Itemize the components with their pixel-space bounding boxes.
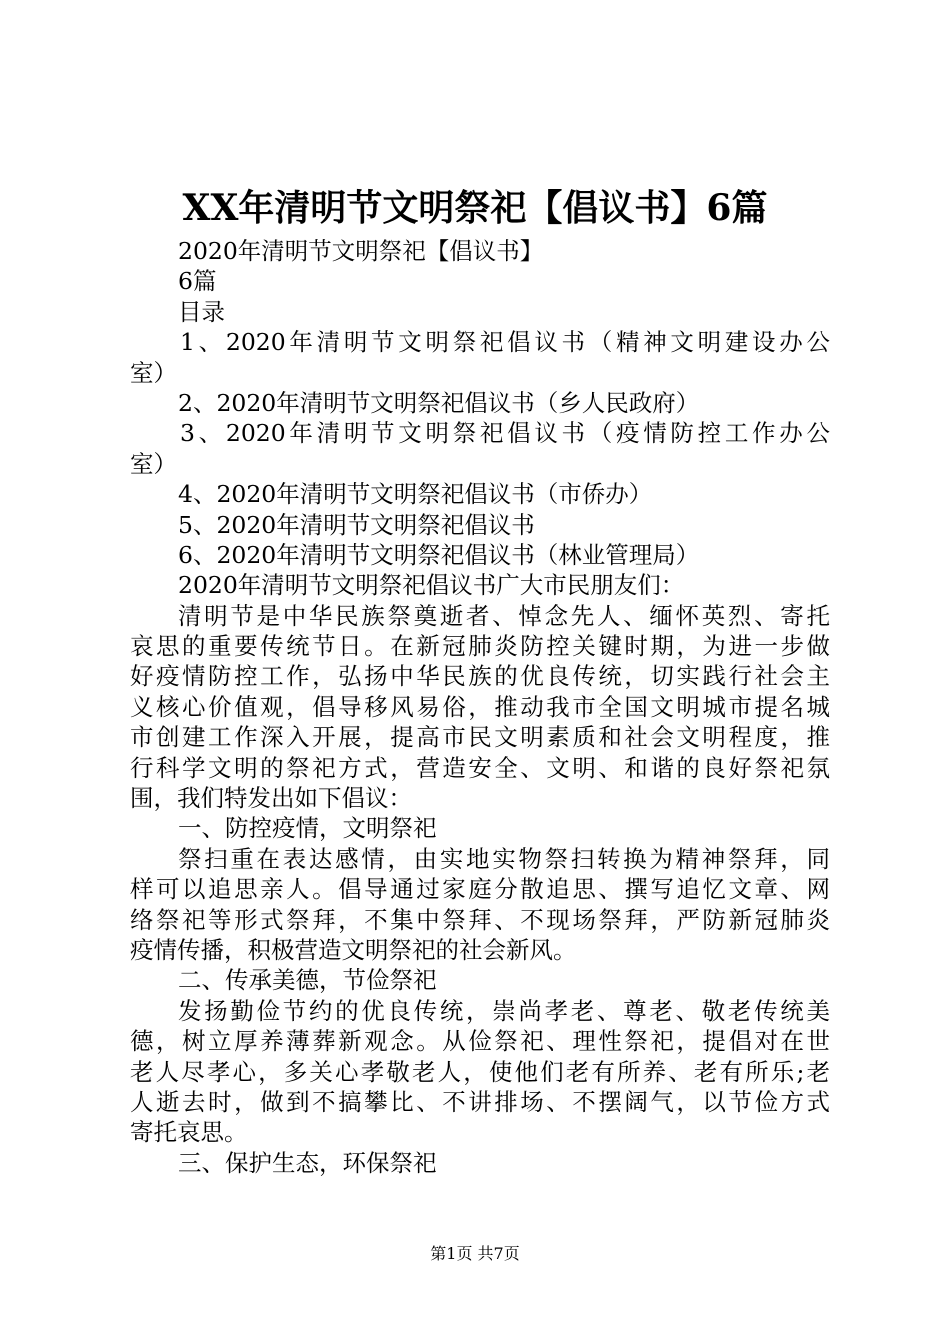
text-line: 1、2020年清明节文明祭祀倡议书（精神文明建设办公: [180, 328, 830, 357]
text-line: 好疫情防控工作，弘扬中华民族的优良传统，切实践行社会主: [130, 662, 830, 691]
text-line: 围，我们特发出如下倡议：: [130, 784, 412, 813]
text-line: 二、传承美德，节俭祭祀: [178, 966, 437, 995]
text-line: 2020年清明节文明祭祀【倡议书】: [178, 237, 544, 265]
text-line: 2、2020年清明节文明祭祀倡议书（乡人民政府）: [178, 388, 700, 417]
text-line: 哀思的重要传统节日。在新冠肺炎防控关键时期，为进一步做: [130, 632, 830, 661]
text-line: 德，树立厚养薄葬新观念。从俭祭祀、理性祭祀，提倡对在世: [130, 1027, 830, 1056]
text-line: 一、防控疫情，文明祭祀: [178, 814, 437, 843]
text-line: 2020年清明节文明祭祀倡议书广大市民朋友们：: [178, 571, 685, 600]
text-line: 人逝去时，做到不搞攀比、不讲排场、不摆阔气，以节俭方式: [130, 1087, 830, 1116]
text-line: 疫情传播，积极营造文明祭祀的社会新风。: [130, 935, 577, 964]
text-line: 3、2020年清明节文明祭祀倡议书（疫情防控工作办公: [180, 419, 830, 448]
text-line: 6、2020年清明节文明祭祀倡议书（林业管理局）: [178, 540, 700, 569]
text-line: 室）: [130, 449, 177, 478]
document-title: XX年清明节文明祭祀【倡议书】6篇: [182, 187, 768, 229]
document-body: [130, 236, 830, 1178]
text-line: 5、2020年清明节文明祭祀倡议书: [178, 510, 535, 539]
text-line: 目录: [178, 297, 225, 326]
page-footer: 第1页 共7页: [430, 1244, 520, 1263]
text-line: 络祭祀等形式祭拜，不集中祭拜、不现场祭拜，严防新冠肺炎: [130, 905, 830, 934]
text-line: 老人尽孝心，多关心孝敬老人，使他们老有所养、老有所乐;老: [130, 1057, 830, 1086]
text-line: 义核心价值观，倡导移风易俗，推动我市全国文明城市提名城: [130, 692, 830, 721]
text-line: 样可以追思亲人。倡导通过家庭分散追思、撰写追忆文章、网: [130, 875, 830, 904]
text-line: 祭扫重在表达感情，由实地实物祭扫转换为精神祭拜，同: [178, 844, 830, 873]
text-line: 6篇: [178, 267, 217, 296]
text-line: 清明节是中华民族祭奠逝者、悼念先人、缅怀英烈、寄托: [178, 601, 830, 630]
text-line: 发扬勤俭节约的优良传统，崇尚孝老、尊老、敬老传统美: [178, 996, 830, 1025]
text-line: 市创建工作深入开展，提高市民文明素质和社会文明程度，推: [130, 723, 830, 752]
text-line: 三、保护生态，环保祭祀: [178, 1148, 437, 1177]
text-line: 寄托哀思。: [130, 1118, 248, 1147]
text-line: 室）: [130, 358, 177, 387]
text-line: 4、2020年清明节文明祭祀倡议书（市侨办）: [178, 480, 653, 509]
text-line: 行科学文明的祭祀方式，营造安全、文明、和谐的良好祭祀氛: [130, 753, 830, 782]
